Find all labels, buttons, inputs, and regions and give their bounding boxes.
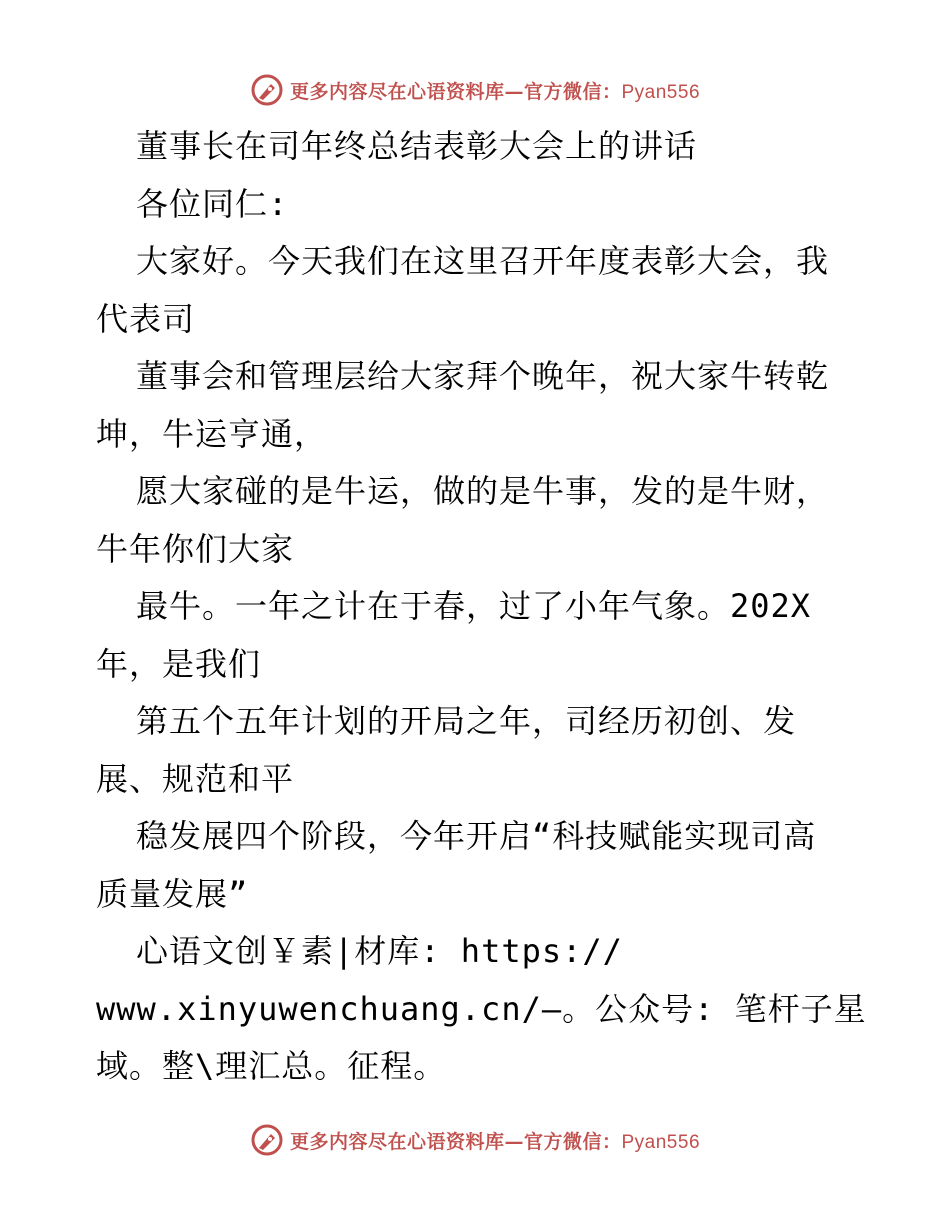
footer-watermark: [0, 1120, 950, 1160]
text-line: 愿大家碰的是牛运，做的是牛事，发的是牛财，: [136, 472, 830, 510]
text-line: 董事会和管理层给大家拜个晚年，祝大家牛转乾: [136, 357, 830, 395]
text-line: 展、规范和平: [96, 759, 295, 798]
text-line: 质量发展”: [96, 874, 249, 913]
header-watermark: [0, 70, 950, 110]
text-line: 牛年你们大家: [96, 529, 295, 568]
text-line: 最牛。一年之计在于春，过了小年气象。202X: [136, 587, 812, 625]
document-body: [96, 118, 867, 1096]
text-line: 年，是我们: [96, 644, 262, 683]
text-line: 代表司: [96, 299, 196, 338]
text-line: 董事长在司年终总结表彰大会上的讲话: [136, 127, 698, 165]
watermark-text: 更多内容尽在心语资料库—官方微信：Pyan556: [289, 1130, 701, 1153]
pen-nib-logo-icon: [250, 1123, 284, 1157]
text-line: 稳发展四个阶段，今年开启“科技赋能实现司高: [136, 817, 817, 855]
text-line: 各位同仁:: [136, 184, 289, 223]
text-line: 域。整\理汇总。征程。: [96, 1047, 447, 1085]
text-line: 第五个五年计划的开局之年，司经历初创、发: [136, 702, 797, 740]
pen-nib-logo-icon: [250, 73, 284, 107]
text-line: 大家好。今天我们在这里召开年度表彰大会，我: [136, 242, 830, 280]
text-line: 心语文创￥素|材库: https://: [136, 932, 623, 970]
watermark-text: 更多内容尽在心语资料库—官方微信：Pyan556: [289, 80, 701, 103]
text-line: 坤，牛运亨通，: [96, 414, 328, 453]
text-line: www.xinyuwenchuang.cn/—。公众号: 笔杆子星: [96, 989, 867, 1028]
